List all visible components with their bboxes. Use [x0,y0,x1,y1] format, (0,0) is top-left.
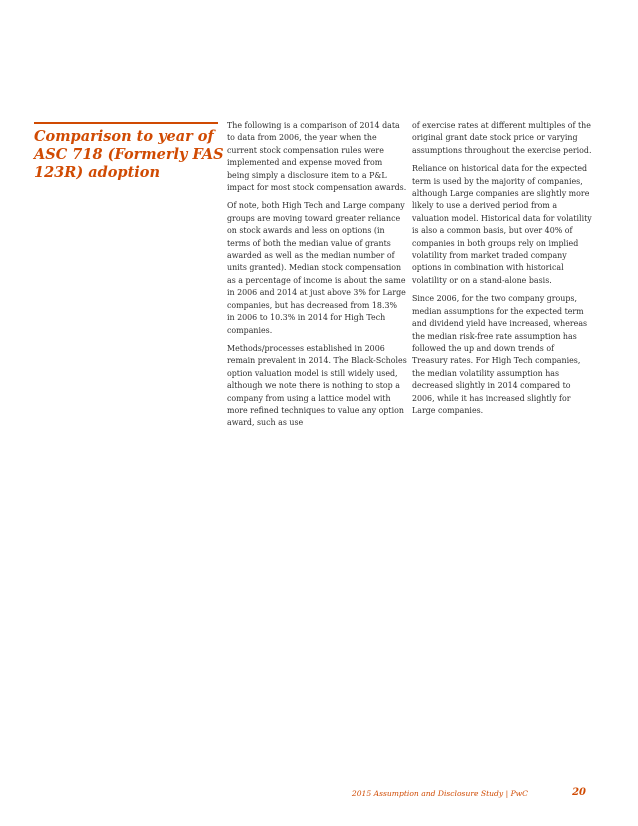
page-number: 20 [572,787,586,798]
body-column-2 [412,120,592,423]
section-heading: Comparison to year of ASC 718 (Formerly FAS 123R) adoption [34,128,224,181]
paragraph: The following is a comparison of 2014 data to data from 2006, the year when the current stock compensation rules were implemented and expense moved from being simply a disclosure item to a P&L impact for most stock compensation awards. [227,121,407,193]
paragraph: Reliance on historical data for the expected term is used by the majority of companies, although Large companies are slightly more likely to use a derived period from a valuation model. Historical data for volatility is also a common basis, but over 40% of companies in both groups rely on implied volatility from market traded company options in combination with historical volatility or on a stand-alone basis. [412,164,592,285]
body-column-1 [227,120,407,436]
paragraph: Since 2006, for the two company groups, median assumptions for the expected term and dividend yield have increased, whereas the median risk-free rate assumption has followed the up and down trends of Treasury rates. For High Tech companies, the median volatility assumption has decreased slightly in 2014 compared to 2006, while it has increased slightly for Large companies. [412,294,588,415]
page-footer [0,787,638,801]
heading-rule [34,122,218,124]
footer-text: 2015 Assumption and Disclosure Study | PwC [351,789,528,798]
paragraph: Of note, both High Tech and Large company groups are moving toward greater reliance on stock awards and less on options (in terms of both the median value of grants awarded as well as the median number of units granted). Median stock compensation as a percentage of income is about the same in 2006 and 2014 at just above 3% for Large companies, but has decreased from 18.3% in 2006 to 10.3% in 2014 for High Tech companies. [227,201,406,335]
paragraph: of exercise rates at different multiples of the original grant date stock price or varying assumptions throughout the exercise period. [412,121,592,155]
paragraph: Methods/processes established in 2006 remain prevalent in 2014. The Black-Scholes option valuation model is still widely used, although we note there is nothing to stop a company from using a lattice model with more refined techniques to value any option award, such as use [227,343,407,428]
